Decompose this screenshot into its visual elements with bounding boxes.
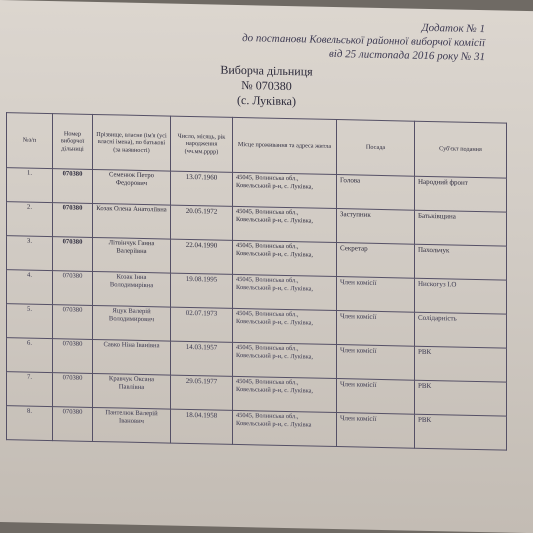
row-position: Заступник: [337, 209, 415, 245]
row-position: Член комісії: [337, 379, 415, 415]
row-subject: Нискогуз І.О: [415, 278, 507, 314]
row-station: 070380: [53, 339, 93, 374]
row-station: 070380: [53, 373, 93, 408]
row-subject: РВК: [415, 380, 507, 416]
row-num: 4.: [7, 270, 53, 305]
row-num: 6.: [7, 338, 53, 373]
header-station: Номер виборчої дільниці: [53, 114, 93, 170]
commission-table: [6, 112, 507, 450]
row-address: 45045, Волинська обл., Ковельський р-н, с. Луківка,: [233, 342, 337, 378]
row-address: 45045, Волинська обл., Ковельський р-н, с. Луківка,: [233, 308, 337, 344]
row-position: Член комісії: [337, 345, 415, 381]
row-date: 13.07.1960: [171, 171, 233, 206]
row-name: Козак Інна Володимирівна: [93, 271, 171, 307]
row-name: Яцук Валерій Володимирович: [93, 305, 171, 341]
row-date: 19.08.1995: [171, 273, 233, 308]
row-station: 070380: [53, 271, 93, 306]
appendix-resolution: до постанови Ковельської районної виборчої комісії: [242, 32, 485, 50]
row-address: 45045, Волинська обл., Ковельський р-н, с. Луківка,: [233, 206, 337, 242]
row-num: 7.: [7, 372, 53, 407]
row-num: 1.: [7, 168, 53, 203]
row-name: Козак Олена Анатоліївна: [93, 203, 171, 239]
row-address: 45045, Волинська обл., Ковельський р-н, с. Луківка,: [233, 240, 337, 276]
row-subject: Солідарність: [415, 312, 507, 348]
header-num: №з/п: [7, 113, 53, 169]
row-address: 45045, Волинська обл., Ковельський р-н, с. Луківка,: [233, 172, 337, 208]
row-subject: Пахольчук: [415, 244, 507, 280]
row-date: 20.05.1972: [171, 205, 233, 240]
row-name: Семенюк Петро Федорович: [93, 169, 171, 205]
row-date: 22.04.1990: [171, 239, 233, 274]
row-address: 45045, Волинська обл., Ковельський р-н, с. Луківка,: [233, 376, 337, 412]
row-num: 2.: [7, 202, 53, 237]
row-position: Член комісії: [337, 277, 415, 313]
row-name: Літвінчук Ганна Валеріївна: [93, 237, 171, 273]
row-subject: РВК: [415, 346, 507, 382]
header-position: Посада: [337, 120, 415, 177]
row-position: Член комісії: [337, 311, 415, 347]
title-station-label: Виборча дільниця: [220, 62, 313, 79]
row-station: 070380: [53, 305, 93, 340]
row-name: Пантелюк Валерій Іванович: [93, 407, 171, 443]
header-subject: Суб'єкт подання: [415, 121, 507, 178]
title-station-number: № 070380: [241, 78, 292, 94]
row-date: 29.05.1977: [171, 375, 233, 410]
row-date: 02.07.1973: [171, 307, 233, 342]
row-address: 45045, Волинська обл., Ковельський р-н, с. Луківка,: [233, 274, 337, 310]
row-station: 070380: [53, 169, 93, 204]
row-subject: Батьківщина: [415, 210, 507, 246]
row-num: 8.: [7, 406, 53, 441]
row-date: 14.03.1957: [171, 341, 233, 376]
row-name: Савко Ніна Іванівна: [93, 339, 171, 375]
page-title: [0, 58, 533, 114]
row-position: Член комісії: [337, 413, 415, 449]
appendix-header: [155, 15, 485, 64]
row-station: 070380: [53, 237, 93, 272]
row-address: 45045, Волинська обл., Ковельський р-н, с. Луківка: [233, 410, 337, 446]
appendix-number: Додаток № 1: [421, 21, 485, 36]
row-subject: Народний фронт: [415, 176, 507, 212]
appendix-date: від 25 листопада 2016 року № 31: [329, 47, 485, 64]
header-name: Прізвище, власне (ім'я (усі власні імена), по батькові (за наявності): [93, 114, 171, 171]
header-address: Місце проживання та адреса житла: [233, 117, 337, 174]
row-station: 070380: [53, 203, 93, 238]
row-subject: РВК: [415, 414, 507, 450]
row-num: 3.: [7, 236, 53, 271]
row-num: 5.: [7, 304, 53, 339]
row-position: Голова: [337, 175, 415, 211]
row-station: 070380: [53, 407, 93, 442]
row-name: Кравчук Оксана Павлівна: [93, 373, 171, 409]
row-date: 18.04.1958: [171, 409, 233, 444]
title-village: (с. Луківка): [237, 92, 296, 109]
row-position: Секретар: [337, 243, 415, 279]
header-date: Число, місяць, рік народження (чч.мм.рррр): [171, 116, 233, 172]
